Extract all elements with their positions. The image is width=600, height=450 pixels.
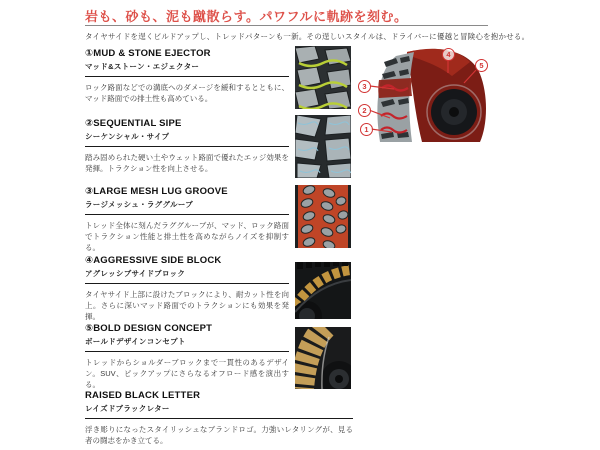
feature-section-raised-black-letter [85,390,353,446]
callout-1-badge: 1 [360,123,373,136]
feature-4-thumbnail-photo [295,262,351,319]
feature-number: ③ [85,186,94,197]
feature-description: トレッド全体に刻んだラググルーブが、マッド、ロック路面でトラクション性能と排土性を高めながらノイズを抑制する。 [85,221,289,252]
feature-title-ja: ボールドデザインコンセプト [85,337,186,346]
feature-1-thumbnail-photo [295,46,351,109]
page-title: 岩も、砂も、泥も蹴散らす。パワフルに軌跡を刻む。 [85,9,408,24]
feature-title [85,390,353,401]
feature-title-en: RAISED BLACK LETTER [85,390,201,401]
section-divider [85,76,289,77]
aggressive-side-block-image [295,262,351,319]
tire-cutaway-image [352,40,498,148]
feature-description: 踏み固められた硬い土やウェット路面で優れたエッジ効果を発揮。トラクション性を向上させる。 [85,153,289,173]
mud-stone-ejector-image [295,46,351,109]
large-mesh-lug-groove-image [295,185,351,248]
feature-title-en: LARGE MESH LUG GROOVE [93,186,228,197]
sequential-sipe-image [295,115,351,178]
tire-cutaway-diagram [352,40,498,148]
feature-title-ja: シーケンシャル・サイプ [85,132,170,141]
feature-number: ① [85,48,94,59]
feature-description: トレッドからショルダーブロックまで一貫性のあるデザイン。SUV、ピックアップにさらなるオフロード感を演出する。 [85,358,289,389]
feature-description: ロック路面などでの溝底へのダメージを緩和するとともに、マッド路面での排土性も高めている。 [85,83,289,103]
section-divider [85,214,289,215]
feature-title-ja: ラージメッシュ・ラググルーブ [85,200,194,209]
section-divider [85,351,289,352]
feature-title [85,118,289,129]
feature-title-en: AGGRESSIVE SIDE BLOCK [93,255,222,266]
header-divider [85,25,488,26]
callout-3-badge: 3 [358,80,371,93]
feature-title-en: SEQUENTIAL SIPE [93,118,182,129]
feature-section-sequential-sipe [85,118,289,174]
feature-section-mud-stone-ejector [85,48,289,104]
feature-title [85,323,289,334]
feature-number: ② [85,118,94,129]
feature-2-thumbnail-photo [295,115,351,178]
feature-title [85,255,289,266]
bold-design-concept-image [295,327,351,389]
feature-description: 浮き彫りになったスタイリッシュなブランドロゴ。力強いレタリングが、見る者の闘志をかき立てる。 [85,425,353,445]
feature-title-en: BOLD DESIGN CONCEPT [93,323,213,334]
feature-number: ⑤ [85,323,94,334]
callout-5-badge: 5 [475,59,488,72]
feature-3-thumbnail-photo [295,185,351,248]
callout-4-badge: 4 [442,48,455,61]
feature-title [85,186,289,197]
feature-section-bold-design-concept [85,323,289,390]
section-divider [85,146,289,147]
feature-section-large-mesh-lug-groove [85,186,289,253]
feature-title-ja: アグレッシブサイドブロック [85,269,186,278]
section-divider [85,418,353,419]
section-divider [85,283,289,284]
feature-title-en: MUD & STONE EJECTOR [93,48,211,59]
feature-title-ja: マッド&ストーン・エジェクター [85,62,200,71]
feature-section-aggressive-side-block [85,255,289,322]
feature-title-ja: レイズドブラックレター [85,404,170,413]
page-subtitle: タイヤサイドを逞くビルドアップし、トレッドパターンも一新。その逞しいスタイルは、ドライバーに優越と冒険心を抱かせる。 [85,32,530,41]
feature-title [85,48,289,59]
feature-number: ④ [85,255,94,266]
callout-2-badge: 2 [358,104,371,117]
feature-5-thumbnail-photo [295,327,351,389]
feature-description: タイヤサイド上部に設けたブロックにより、耐カット性を向上。さらに深いマッド路面でのトラクションにも効果を発揮。 [85,290,289,321]
